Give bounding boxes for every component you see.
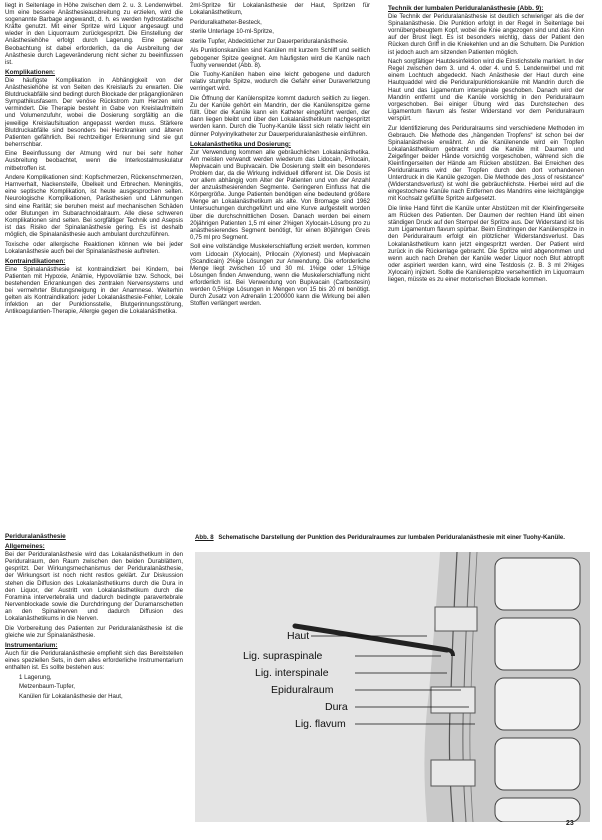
- section-heading: Periduralanästhesie: [5, 533, 66, 540]
- paragraph: Bei der Periduralanästhesie wird das Lokalanästhetikum in den Periduralraum, den Raum zwischen den beiden Durablättern, gespritzt. Der Wirkungsmechanismus der Periduralanästhesie, der Wirkungsort ist noch nicht restlos geklärt. Zur Diskussion stehen die Diffusion des Lokalanästhetikums durch die Dura in den Liquor, der Austritt von Lokalanästhetikum durch die Foramina intervertebralia und dadurch bedingte paravertebrale Nervenblockade sowie die Durchdringung der Duramanschetten an den Spinalnerven und dadurch Diffusion des Lokalanästhetikums in die Nerven.: [5, 551, 183, 623]
- paragraph: Soll eine vollständige Muskelerschlaffung erzielt werden, kommen vom Lidocain (Xylocain), Prilocain (Xylonest) und Mepivacain (Scandicain) 2%ige Lösungen zur Anwendung. Die erforderliche Menge liegt zwischen 10 und 30 ml. 1%ige oder 1,5%ige Lösungen finden Anwendung, wenn die Muskelerschlaffung nicht erforderlich ist. Bei Verwendung von Bupivacain (Carbostesin) werden 0,5%ige Lösungen in Mengen von 15 bis 20 ml benötigt. Durch Zusatz von Adrenalin 1:200000 kann die Wirkung bei allen Stoffen verlängert werden.: [190, 243, 370, 308]
- figure-8: [195, 534, 590, 824]
- label-dura: Dura: [325, 701, 348, 713]
- paragraph: Die Tuohy-Kanülen haben eine leicht gebogene und dadurch relativ stumpfe Spitze, wodurch die Gefahr einer Duraverletzung verringert wird.: [190, 71, 370, 93]
- paragraph: Auch für die Periduralanästhesie empfiehlt sich das Bereitstellen eines speziellen Sets, in dem alles erforderliche Instrumentarium enthalten ist. Es sollte bestehen aus:: [5, 649, 183, 672]
- label-lig-interspinale: Lig. interspinale: [255, 667, 329, 679]
- figure-caption-text: Schematische Darstellung der Punktion des Periduralraumes zur lumbalen Periduralanästhesie mit einer Tuohy-Kanüle.: [218, 534, 565, 541]
- vertebral-body: [495, 798, 580, 822]
- paragraph: Die Technik der Periduralanästhesie ist deutlich schwieriger als die der Spinalanästhesie. Die Punktion erfolgt in der Regel in Seitenlage bei vornübergebeugtem Kopf, wobei die Knie angezogen sind und das Kinn auf der Brust liegt. Es ist besonders wichtig, dass der Patient den Rücken durch Griff in die Kniekehlen und an die Schultern. Die Punktion ist jedoch auch am sitzenden Patienten möglich.: [388, 13, 584, 56]
- list-item: 1 Lagerung,: [19, 673, 52, 681]
- text-column-3: [388, 2, 584, 530]
- paragraph: Die linke Hand führt die Kanüle unter Abstützen mit der Kleinfingerseite am Rücken des Patienten. Der Daumen der rechten Hand übt einen ständigen Druck auf den Stempel der Spritze aus. Der Widerstand ist bis zum Ligamentum flavum spürbar. Beim Eindringen der Kanülenspitze in den Periduralraum erfolgt ein plötzlicher Widerstandsverlust. Das Lokalanästhetikum kann jetzt eingespritzt werden. Der Patient wird zurück in die Rückenlage gebracht. Die Spritze wird abgenommen und wenn auch nach Drehen der Kanüle weder Liquor noch Blut abtropft oder aspiriert werden kann, wird eine Testdosis (z. B. 3 ml 2%iges Xylocain) injiziert. Sollte die Kanülenspitze versehentlich im Liquorraum liegen, müsste es zu einer motorischen Blockade kommen.: [388, 205, 584, 283]
- spinous-process: [431, 760, 475, 786]
- paragraph: Die häufigste Komplikation in Abhängigkeit von der Anästhesiehöhe ist von Seiten des Kreislaufs zu erwarten. Die Blutdruckabfälle sind bedingt durch Blockade der präganglionären Sympathikusfasern. Der venöse Rückstrom zum Herzen wird vermindert. Die Therapie besteht in Gabe von Kreislaufmitteln und Volumenzufuhr, wobei die Dosierung sorgfältig an die jeweilige Kreislaufsituation angepasst werden muss. Stärkere Blutdruckabfälle sind besonders bei Herzkranken und älteren Patienten gefährlich. Bei rechtzeitiger Erkennung sind sie gut beherrschbar.: [5, 76, 183, 148]
- paragraph: Toxische oder allergische Reaktionen können wie bei jeder Lokalanästhesie auch bei der Spinalanästhesie auftreten.: [5, 240, 183, 255]
- text-column-2: [190, 2, 370, 530]
- spinous-process: [431, 687, 475, 713]
- paragraph: Als Punktionskanülen sind Kanülen mit kurzem Schliff und seitlich gebogener Spitze geeignet. Am häufigsten wird die Kanüle nach Tuohy verwendet (Abb. 8).: [190, 47, 370, 69]
- paragraph: Die Vorbereitung des Patienten zur Periduralanästhesie ist die gleiche wie zur Spinalanästhesie.: [5, 624, 183, 639]
- subsection-heading: Allgemeines:: [5, 543, 45, 551]
- figure-caption-label: Abb. 8: [195, 534, 214, 541]
- paragraph: sterile Unterlage 10-ml-Spritze,: [190, 28, 274, 36]
- label-lig-supraspinale: Lig. supraspinale: [243, 650, 323, 662]
- paragraph: Zur Verwendung kommen alle gebräuchlichen Lokalanästhetika. Am meisten verwandt werden wiederum das Lidocain, Prilocain, Mepivacain und Bupivacain. Die Dosierung stellt ein besonderes Problem dar, da die Wirkung individuell different ist. Die Dosis ist vor allem abhängig vom Alter der Patienten und von der Anzahl der anzuästhesierenden Segmente. Geringeren Einfluss hat die Körpergröße. Junge Patienten benötigen eine bedeutend größere Menge an Lokalanästhetikum als alte. Von Bromage sind 1962 Untersuchungen durchgeführt und eine Kurve aufgestellt worden über die durchschnittlichen Dosen. Danach werden bei einem 20jährigen Patienten 1,5 ml einer 2%igen Xylocain-Lösung pro zu anästhesierendes Segment benötigt, für einen 80jährigen Greis 0,75 ml pro Segment.: [190, 148, 370, 241]
- vertebral-body: [495, 618, 580, 670]
- spine-puncture-illustration: [195, 552, 590, 822]
- text-column-1: [5, 2, 183, 470]
- section-heading: Komplikationen:: [5, 68, 56, 76]
- vertebral-body: [495, 738, 580, 790]
- paragraph: Nach sorgfältiger Hautdesinfektion wird die Einstichstelle markiert. In der Regel zwischen dem 3. und 4. oder 4. und 5. Lendenwirbel und mit einem Lochtuch abgedeckt. Nach Anästhesie der Haut durch eine Hautquaddel wird die Periduralpunktionskanüle mit Mandrin durch die Haut und das Ligamentum interspinale geschoben. Danach wird der Mandrin entfernt und die Kanüle vorsichtig in den Periduralraum vorgeschoben. Bei einiger Übung wird das Durchstechen des Ligamentum flavum als fester Widerstand vor dem Periduralraum verspürt.: [388, 58, 584, 122]
- paragraph: Eine Beeinflussung der Atmung wird nur bei sehr hoher Ausbreitung beobachtet, wenn die Interkostalmuskulatur mitbetroffen ist.: [5, 150, 183, 172]
- paragraph: sterile Tupfer, Abdecktücher zur Dauerperiduralanästhesie.: [190, 37, 349, 45]
- subsection-heading: Instrumentarium:: [5, 641, 58, 649]
- paragraph: Zur Identifizierung des Periduralraums sind verschiedene Methoden im Gebrauch. Die Methode des „hängenden Tropfens“ ist schon bei der Spinalanästhesie erwähnt. An die Kanülenende wird ein Tropfen Lokalanästhetikum gebracht und die Kanüle mit Daumen und Zeigefinger beider Hände vorsichtig vorgeschoben, während sich die Kleinfingerseiten der Hände am Rücken abstützen. Bei Erreichen des Periduralraums wird der Tropfen durch den dort vorhandenen Unterdruck in die Kanüle gezogen. Die Methode des „loss of resistance“ (Widerstandsverlust) ist wohl die gebräuchlichste. Hierbei wird auf die eingestochene Kanüle nach Entfernen des Mandrins eine leichtgängige mit Kochsalz gefüllte Spritze aufgesetzt.: [388, 124, 584, 203]
- paragraph: Periduralkatheter-Besteck,: [190, 18, 262, 26]
- vertebral-body: [495, 558, 580, 610]
- section-heading: Technik der lumbalen Periduralanästhesie (Abb. 9):: [388, 5, 544, 12]
- paragraph: Andere Komplikationen sind: Kopfschmerzen, Rückenschmerzen, Harnverhalt, Nackensteife, Übelkeit und Erbrechen. Meningitis, eine septische Komplikation, ist heute ausgesprochen selten. Neurologische Komplikationen, Parästhesien und Lähmungen sind eine Rarität; sie beruhen meist auf mechanischen Schäden oder Blutungen im Subarachnoidalraum. Alle diese schweren Komplikationen sind selten. Bei sorgfältiger Technik und Asepsis ist das Risiko der Spinalanästhesie gering. Es ist deshalb möglich, die Spinalanästhesie auch ambulant durchzuführen.: [5, 174, 183, 238]
- label-lig-flavum: Lig. flavum: [295, 718, 346, 730]
- paragraph: Die Öffnung der Kanülenspitze kommt dadurch seitlich zu liegen. Zu der Kanüle gehört ein Mandrin, der die Kanülenspitze gerne füllt. Über die Kanüle kann ein Katheter eingeführt werden, der dann liegen bleibt und über den Lokalanästhetikum nachgespritzt werden kann. Durch die Tuohy-Kanüle lässt sich relativ leicht ein dünner Polyvinylkatheter zur Dauerperiduralanästhesie einführen.: [190, 95, 370, 138]
- paragraph: 2ml-Spritze für Lokalanästhesie der Haut, Spritzen für Lokalanästhetikum,: [190, 2, 370, 17]
- page-number: 23: [566, 820, 574, 827]
- label-haut: Haut: [287, 630, 310, 642]
- label-epiduralraum: Epiduralraum: [271, 684, 334, 696]
- paragraph: Eine Spinalanästhesie ist kontraindiziert bei Kindern, bei Patienten mit Hypoxie, Anämie, Hypovolämie bzw. Schock, bei bestehenden Erkrankungen des zentralen Nervensystems und bei vermehrter Blutungsneigung in der Anamnese. Weiterhin gelten als Kontraindikation: jeder Lokalanästhesie-Fehler, Lokale Infektion an der Punktionsstelle, Blutgerinnungsstörung, Antikoagulantien-Therapie, Allergie gegen die Lokalanästhetika.: [5, 265, 183, 316]
- list-item: Kanülen für Lokalanästhesie der Haut,: [19, 692, 123, 700]
- list-item: Metzenbaum-Tupfer,: [19, 683, 75, 691]
- section-heading: Lokalanästhetika und Dosierung:: [190, 140, 291, 148]
- text-column-1-lower: [5, 530, 183, 830]
- spinous-process: [435, 607, 477, 631]
- paragraph: liegt in Seitenlage in Höhe zwischen dem 2. u. 3. Lendenwirbel. Um eine bessere Anästhesieausbreitung zu erzielen, wird die sogenannte Barbage angewandt, d. h. es werden hydrostatische Kräfte genutzt. Mit einer Spritze wird Liquor angesaugt und wieder in den Liquorraum zurückgespritzt. Die Einstellung der Anästhesiehöhe erfolgt durch Lagerung. Eine genaue Beobachtung ist dabei erforderlich, da die Ausbreitung der Anästhesie durch Lageveränderung nicht sicher zu beeinflussen ist.: [5, 2, 183, 66]
- vertebral-body: [495, 678, 580, 730]
- figure-caption: [195, 534, 590, 541]
- section-heading: Kontraindikationen:: [5, 257, 66, 265]
